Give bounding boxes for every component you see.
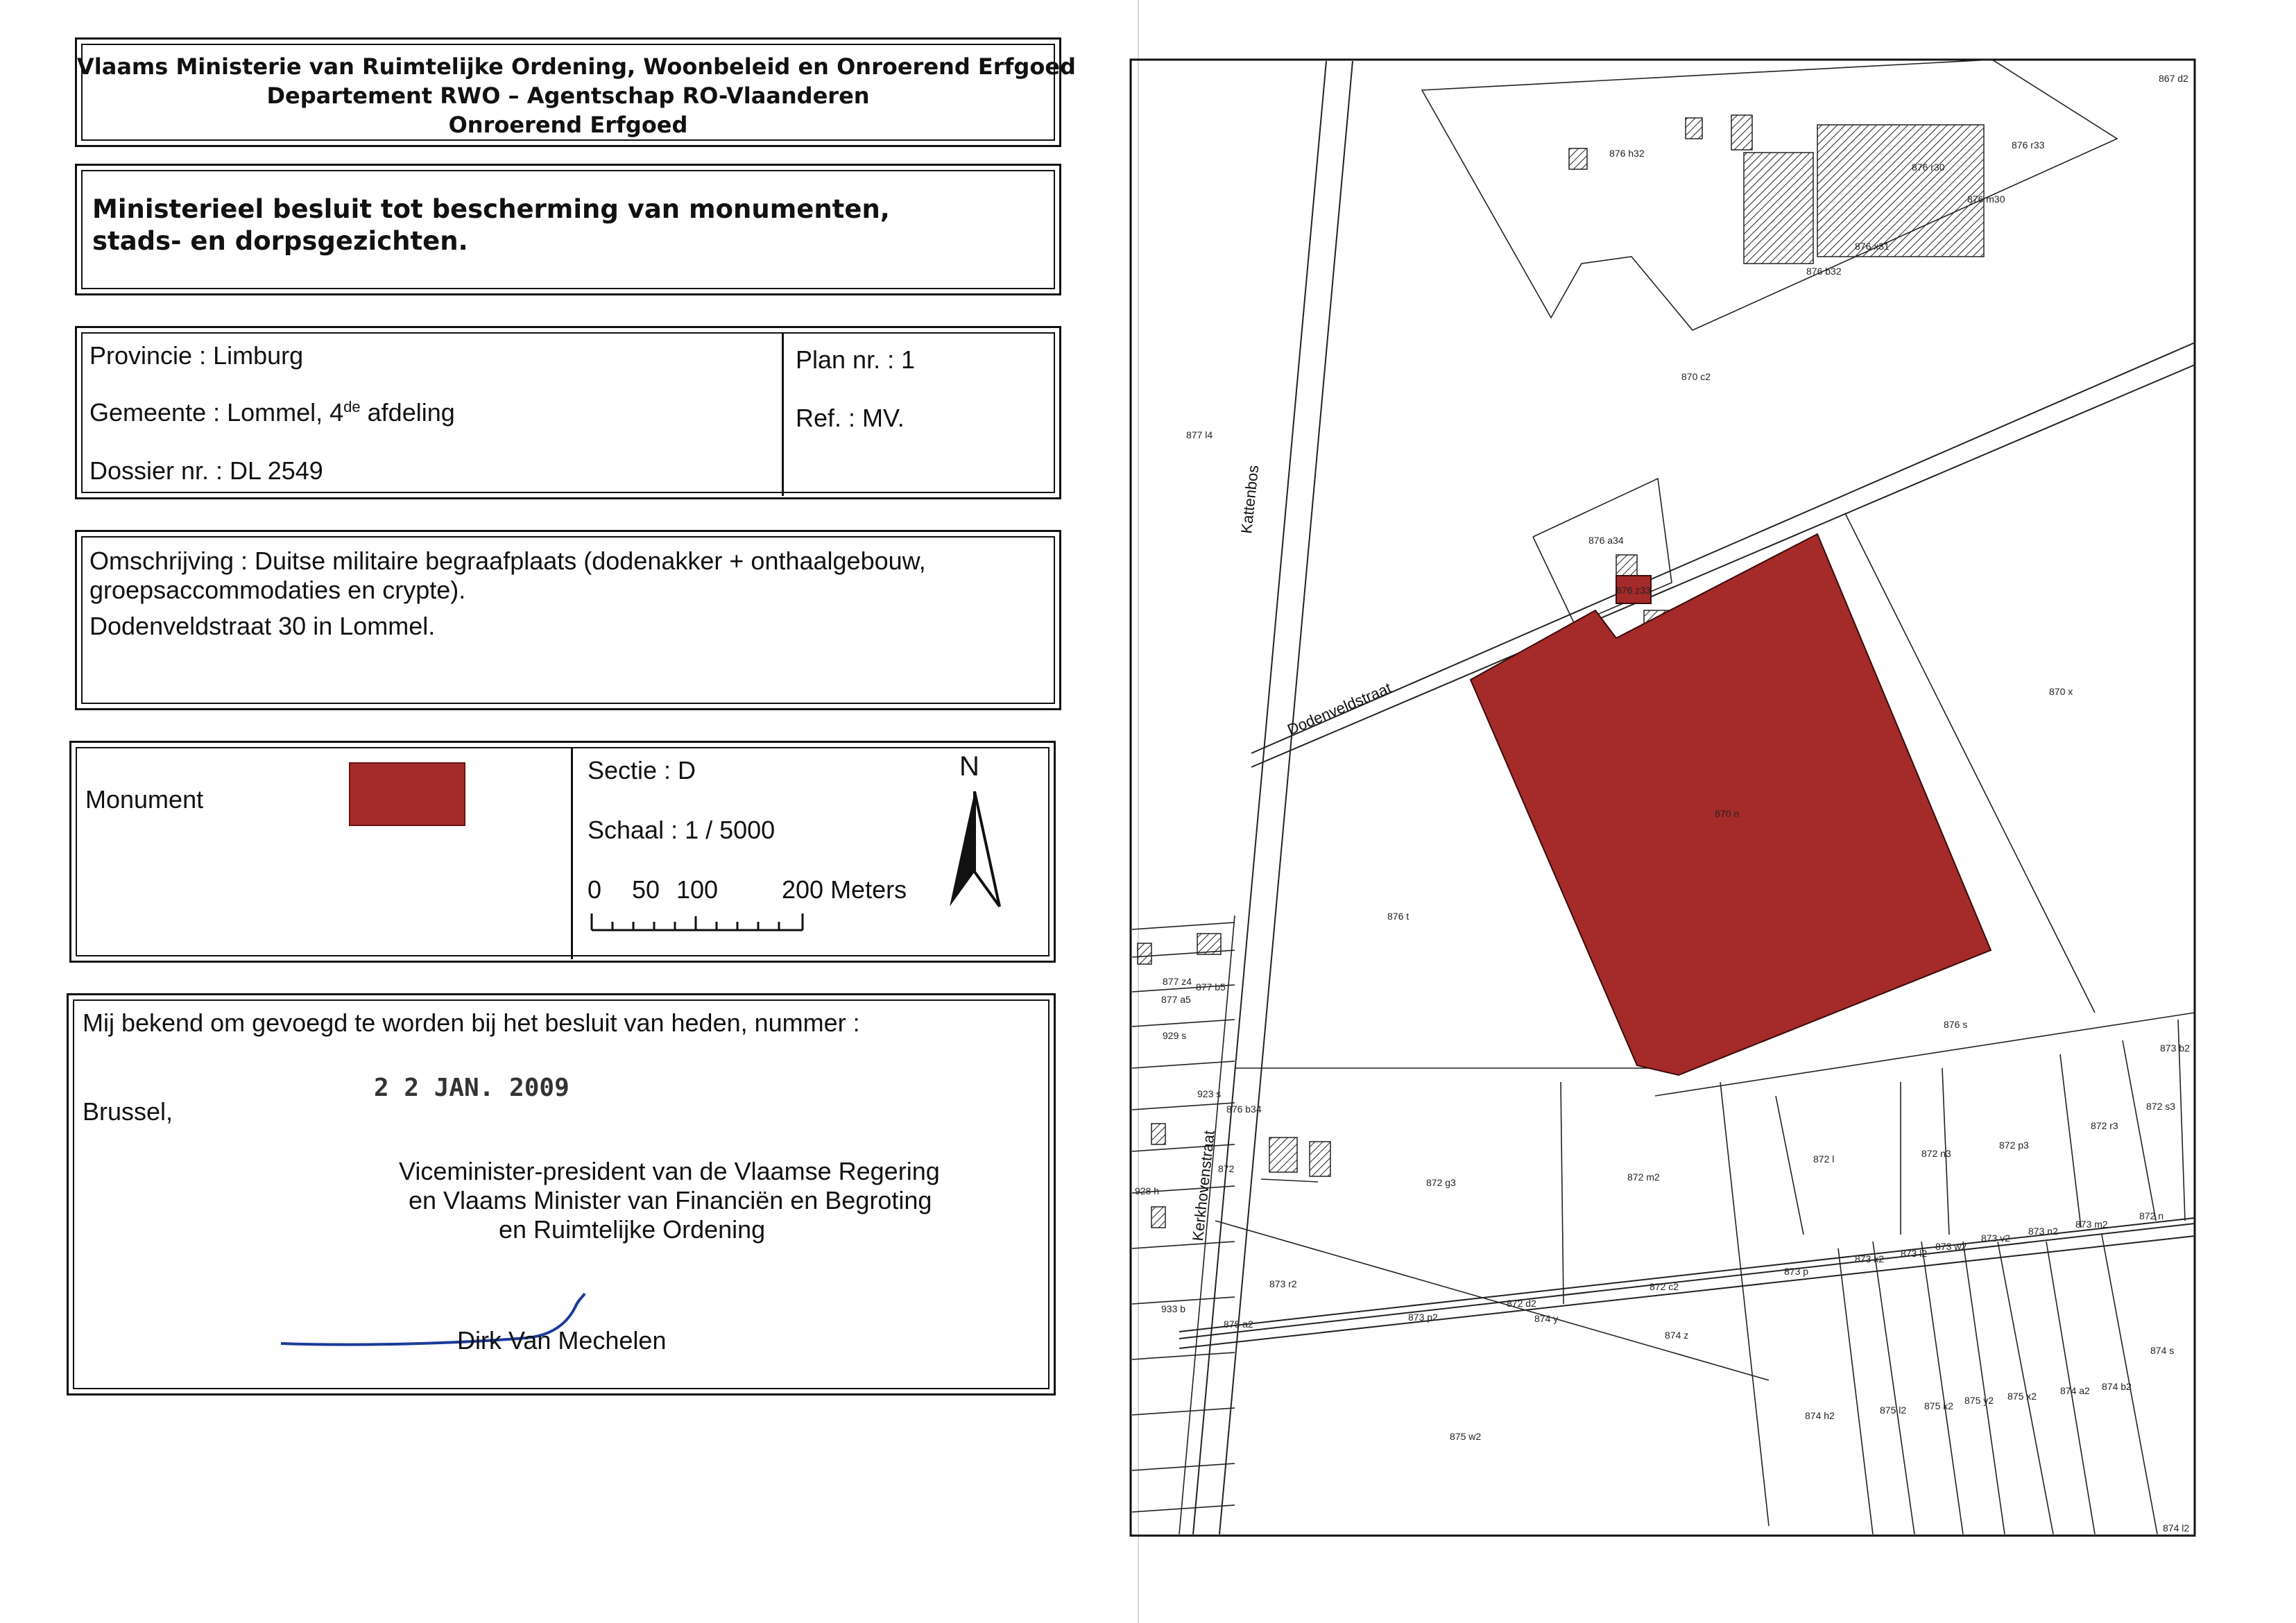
parcel-875y2: 875 y2 <box>1964 1395 1994 1406</box>
role-line-1: Viceminister-president van de Vlaamse Regering <box>399 1157 940 1185</box>
parcel-872p3: 872 p3 <box>1999 1140 2029 1151</box>
parcel-873p: 873 p <box>1784 1266 1809 1277</box>
dossier-number: Dossier nr. : DL 2549 <box>89 456 323 485</box>
parcel-877a5: 877 a5 <box>1161 994 1191 1005</box>
parcel-875x2: 875 x2 <box>2007 1391 2037 1402</box>
parcel-873v2: 873 v2 <box>1981 1233 2011 1244</box>
parcel-870n: 870 n <box>1715 808 1740 819</box>
parcel-873m2: 873 m2 <box>2075 1219 2108 1230</box>
date-stamp: 2 2 JAN. 2009 <box>374 1074 569 1102</box>
parcel-874h2: 874 h2 <box>1805 1410 1835 1421</box>
parcel-928h: 928 h <box>1135 1185 1160 1196</box>
parcel-873w2: 873 w2 <box>1935 1241 1967 1252</box>
parcel-933b: 933 b <box>1161 1303 1186 1314</box>
description-line-1: Omschrijving : Duitse militaire begraafplaats (dodenakker + onthaalgebouw, <box>89 547 926 575</box>
parcel-872n: 872 n <box>2139 1210 2164 1221</box>
parcel-872g3: 872 g3 <box>1426 1177 1456 1188</box>
parcel-873n2: 873 n2 <box>2028 1226 2058 1237</box>
parcel-876a34: 876 a34 <box>1588 535 1624 546</box>
section: Sectie : D <box>588 756 696 784</box>
province: Provincie : Limburg <box>89 341 304 370</box>
parcel-876z33: 876 z33 <box>1616 585 1651 596</box>
address: Dodenveldstraat 30 in Lommel. <box>89 612 436 640</box>
parcel-870x: 870 x <box>2049 686 2073 697</box>
parcel-872n3: 872 n3 <box>1921 1148 1951 1159</box>
street-dodenveldstraat: Dodenveldstraat <box>1285 678 1394 739</box>
parcel-872s3: 872 s3 <box>2146 1101 2176 1112</box>
role-line-2: en Vlaams Minister van Financiën en Begroting <box>409 1186 932 1214</box>
scalebar-label-0: 0 <box>588 875 602 904</box>
approval-intro: Mij bekend om gevoegd te worden bij het besluit van heden, nummer : <box>83 1008 860 1037</box>
parcel-876r30: 876 r30 <box>1912 162 1945 173</box>
north-label: N <box>959 751 979 782</box>
parcel-876h32: 876 h32 <box>1609 148 1645 159</box>
parcel-874a2: 874 a2 <box>2060 1385 2090 1396</box>
parcel-876t: 876 t <box>1387 911 1410 922</box>
parcel-874b2: 874 b2 <box>2102 1381 2132 1392</box>
parcel-877b5: 877 b5 <box>1196 981 1226 993</box>
parcel-867d2: 867 d2 <box>2159 73 2188 84</box>
parcel-872: 872 <box>1218 1163 1235 1174</box>
plan-number: Plan nr. : 1 <box>796 345 916 374</box>
parcel-929s: 929 s <box>1163 1030 1187 1041</box>
parcel-874s: 874 s <box>2150 1345 2175 1356</box>
parcel-876b34: 876 b34 <box>1226 1104 1262 1115</box>
description-line-2: groepsaccommodaties en crypte). <box>89 576 466 604</box>
parcel-874y: 874 y <box>1534 1313 1559 1324</box>
parcel-870c2: 870 c2 <box>1681 371 1711 382</box>
parcel-873k2: 873 k2 <box>1855 1253 1885 1264</box>
agency-name: Onroerend Erfgoed <box>448 112 688 138</box>
municipality: Gemeente : Lommel, 4de afdeling <box>89 398 455 427</box>
parcel-873b2: 873 b2 <box>2160 1042 2190 1054</box>
parcel-872d2: 872 d2 <box>1507 1298 1536 1309</box>
parcel-876m30: 876 m30 <box>1967 194 2005 205</box>
scalebar-label-100: 100 <box>676 875 719 904</box>
scale: Schaal : 1 / 5000 <box>588 816 776 844</box>
monument-area <box>1471 534 1991 1075</box>
parcel-873r2: 873 r2 <box>1269 1278 1297 1289</box>
reference: Ref. : MV. <box>796 404 905 432</box>
ministry-name: Vlaams Ministerie van Ruimtelijke Ordening, Woonbeleid en Onroerend Erfgoed <box>77 53 1076 80</box>
parcel-872l: 872 l <box>1813 1153 1835 1165</box>
parcel-877z4: 877 z4 <box>1163 976 1192 987</box>
parcel-874z: 874 z <box>1665 1330 1689 1341</box>
signatory-name: Dirk Van Mechelen <box>457 1326 667 1355</box>
department-name: Departement RWO – Agentschap RO-Vlaanderen <box>266 83 870 109</box>
street-kattenbos: Kattenbos <box>1237 464 1262 535</box>
parcel-872m2: 872 m2 <box>1627 1171 1660 1183</box>
scalebar-label-50: 50 <box>632 875 660 904</box>
parcel-876s: 876 s <box>1944 1019 1968 1030</box>
parcel-875l2: 875 l2 <box>1880 1405 1907 1416</box>
parcel-875a2: 875 a2 <box>1224 1319 1253 1330</box>
parcel-873l2: 873 l2 <box>1901 1248 1928 1259</box>
parcel-874l2: 874 l2 <box>2163 1522 2190 1534</box>
parcel-872c2: 872 c2 <box>1650 1281 1679 1292</box>
parcel-876b32: 876 b32 <box>1806 266 1842 277</box>
parcel-876r33: 876 r33 <box>2012 139 2045 151</box>
parcel-877l4: 877 l4 <box>1186 429 1213 440</box>
parcel-875k2: 875 k2 <box>1924 1400 1954 1411</box>
scalebar-label-200: 200 Meters <box>782 875 907 904</box>
monument-label: Monument <box>85 785 204 814</box>
parcel-873p2: 873 p2 <box>1408 1312 1438 1323</box>
street-kerkhovenstraat: Kerkhovenstraat <box>1189 1129 1218 1242</box>
role-line-3: en Ruimtelijke Ordening <box>499 1215 766 1244</box>
parcel-876x31: 876 x31 <box>1855 241 1890 252</box>
approval-city: Brussel, <box>83 1097 173 1126</box>
parcel-923s: 923 s <box>1197 1088 1222 1099</box>
parcel-875w2: 875 w2 <box>1450 1431 1482 1442</box>
decree-title: Ministerieel besluit tot bescherming van monumenten, stads- en dorpsgezichten. <box>92 194 890 257</box>
parcel-872r3: 872 r3 <box>2091 1120 2118 1131</box>
